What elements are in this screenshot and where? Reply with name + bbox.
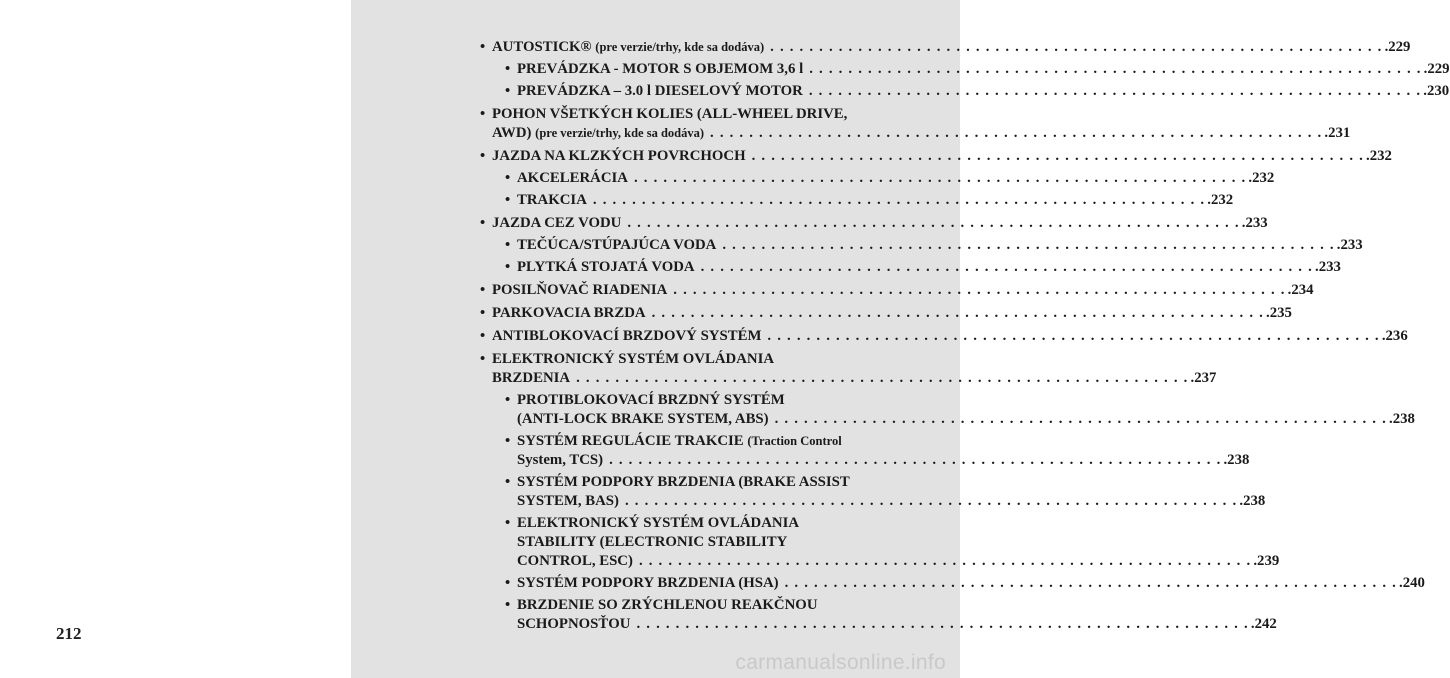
table-of-contents <box>480 38 1450 634</box>
entry-note: (Traction Control <box>747 434 842 448</box>
entry-page: .229 <box>1384 39 1411 55</box>
entry-title: TRAKCIA <box>517 192 587 208</box>
toc-entry[interactable] <box>480 214 1268 233</box>
entry-title-cont: SYSTEM, BAS) <box>517 493 619 509</box>
entry-title: PREVÁDZKA – 3.0 l DIESELOVÝ MOTOR <box>517 83 803 99</box>
entry-title: ELEKTRONICKÝ SYSTÉM OVLÁDANIA <box>492 351 775 367</box>
entry-title: POHON VŠETKÝCH KOLIES (ALL-WHEEL DRIVE, <box>492 106 848 122</box>
entry-title: TEČÚCA/STÚPAJÚCA VODA <box>517 237 717 253</box>
bullet-icon: • <box>505 392 511 408</box>
entry-page: .231 <box>1324 125 1351 141</box>
bullet-icon: • <box>505 192 511 208</box>
entry-title: JAZDA CEZ VODU <box>492 215 622 231</box>
entry-title: ELEKTRONICKÝ SYSTÉM OVLÁDANIA <box>517 515 800 531</box>
entry-page: .233 <box>1315 259 1341 275</box>
toc-entry[interactable] <box>480 596 1277 634</box>
entry-title-cont: SCHOPNOSŤOU <box>517 616 631 632</box>
entry-title: SYSTÉM PODPORY BRZDENIA (BRAKE ASSIST <box>517 474 850 490</box>
bullet-icon: • <box>505 575 511 591</box>
bullet-icon: • <box>505 259 511 275</box>
bullet-icon: • <box>505 237 511 253</box>
entry-title-cont: BRZDENIA <box>492 370 571 386</box>
entry-title: PLYTKÁ STOJATÁ VODA <box>517 259 695 275</box>
entry-title: PREVÁDZKA - MOTOR S OBJEMOM 3,6 l <box>517 61 804 77</box>
entry-page: .237 <box>1190 370 1217 386</box>
entry-title: SYSTÉM REGULÁCIE TRAKCIE <box>517 433 748 449</box>
entry-title-cont: STABILITY (ELECTRONIC STABILITY <box>517 534 788 550</box>
entry-page: .234 <box>1287 282 1314 298</box>
toc-entry[interactable] <box>480 432 1250 470</box>
toc-entry[interactable] <box>480 281 1314 300</box>
entry-page: .238 <box>1389 411 1415 427</box>
bullet-icon: • <box>480 328 486 344</box>
entry-page: .236 <box>1381 328 1408 344</box>
toc-entry[interactable] <box>480 304 1292 323</box>
entry-page: .232 <box>1207 192 1234 208</box>
entry-page: .229 <box>1423 61 1450 77</box>
bullet-icon: • <box>505 474 511 490</box>
entry-page: .242 <box>1250 616 1277 632</box>
entry-title: BRZDENIE SO ZRÝCHLENOU REAKČNOU <box>517 597 818 613</box>
entry-note: (pre verzie/trhy, kde sa dodáva) <box>535 126 705 140</box>
entry-title-cont: CONTROL, ESC) <box>517 553 633 569</box>
bullet-icon: • <box>480 215 486 231</box>
entry-page: .238 <box>1239 493 1266 509</box>
entry-page: .233 <box>1336 237 1363 253</box>
entry-title: POSILŇOVAČ RIADENIA <box>492 282 668 298</box>
entry-page: .233 <box>1241 215 1268 231</box>
bullet-icon: • <box>480 305 486 321</box>
toc-entry[interactable] <box>480 169 1275 188</box>
toc-entry[interactable] <box>480 327 1408 346</box>
bullet-icon: • <box>505 433 511 449</box>
entry-page: .235 <box>1266 305 1292 321</box>
bullet-icon: • <box>505 597 511 613</box>
bullet-icon: • <box>480 39 486 55</box>
toc-entry[interactable] <box>480 60 1450 79</box>
bullet-icon: • <box>505 83 511 99</box>
bullet-icon: • <box>505 515 511 531</box>
entry-title: ANTIBLOKOVACÍ BRZDOVÝ SYSTÉM <box>492 328 762 344</box>
bullet-icon: • <box>505 61 511 77</box>
entry-page: .232 <box>1248 170 1275 186</box>
toc-entry[interactable] <box>480 147 1392 166</box>
bullet-icon: • <box>480 106 486 122</box>
entry-page: .230 <box>1423 83 1450 99</box>
entry-page: .240 <box>1399 575 1425 591</box>
toc-entry[interactable] <box>480 191 1234 210</box>
bullet-icon: • <box>480 148 486 164</box>
toc-entry[interactable] <box>480 574 1425 593</box>
bullet-icon: • <box>505 170 511 186</box>
bullet-icon: • <box>480 351 486 367</box>
page-number: 212 <box>56 624 82 643</box>
entry-title: AUTOSTICK® <box>492 39 596 55</box>
entry-title-cont: AWD) <box>492 125 536 141</box>
toc-entry[interactable] <box>480 236 1363 255</box>
entry-title: AKCELERÁCIA <box>517 170 628 186</box>
toc-entry[interactable] <box>480 38 1411 57</box>
entry-title-cont: System, TCS) <box>517 452 604 468</box>
entry-page: .239 <box>1253 553 1280 569</box>
toc-entry[interactable] <box>480 473 1266 511</box>
toc-entry[interactable] <box>480 82 1450 101</box>
entry-title-cont: (ANTI-LOCK BRAKE SYSTEM, ABS) <box>517 411 769 427</box>
entry-title: SYSTÉM PODPORY BRZDENIA (HSA) <box>517 575 779 591</box>
entry-note: (pre verzie/trhy, kde sa dodáva) <box>595 40 765 54</box>
entry-page: .232 <box>1366 148 1392 164</box>
entry-page: .238 <box>1223 452 1250 468</box>
entry-title: PARKOVACIA BRZDA <box>492 305 646 321</box>
toc-entry[interactable] <box>480 391 1415 429</box>
toc-entry[interactable] <box>480 105 1351 143</box>
toc-entry[interactable] <box>480 258 1341 277</box>
watermark: carmanualsonline.info <box>735 651 946 674</box>
toc-entry[interactable] <box>480 350 1217 388</box>
entry-title: JAZDA NA KLZKÝCH POVRCHOCH <box>492 148 746 164</box>
left-page <box>0 0 351 678</box>
bullet-icon: • <box>480 282 486 298</box>
toc-entry[interactable] <box>480 514 1280 571</box>
entry-title: PROTIBLOKOVACÍ BRZDNÝ SYSTÉM <box>517 392 785 408</box>
